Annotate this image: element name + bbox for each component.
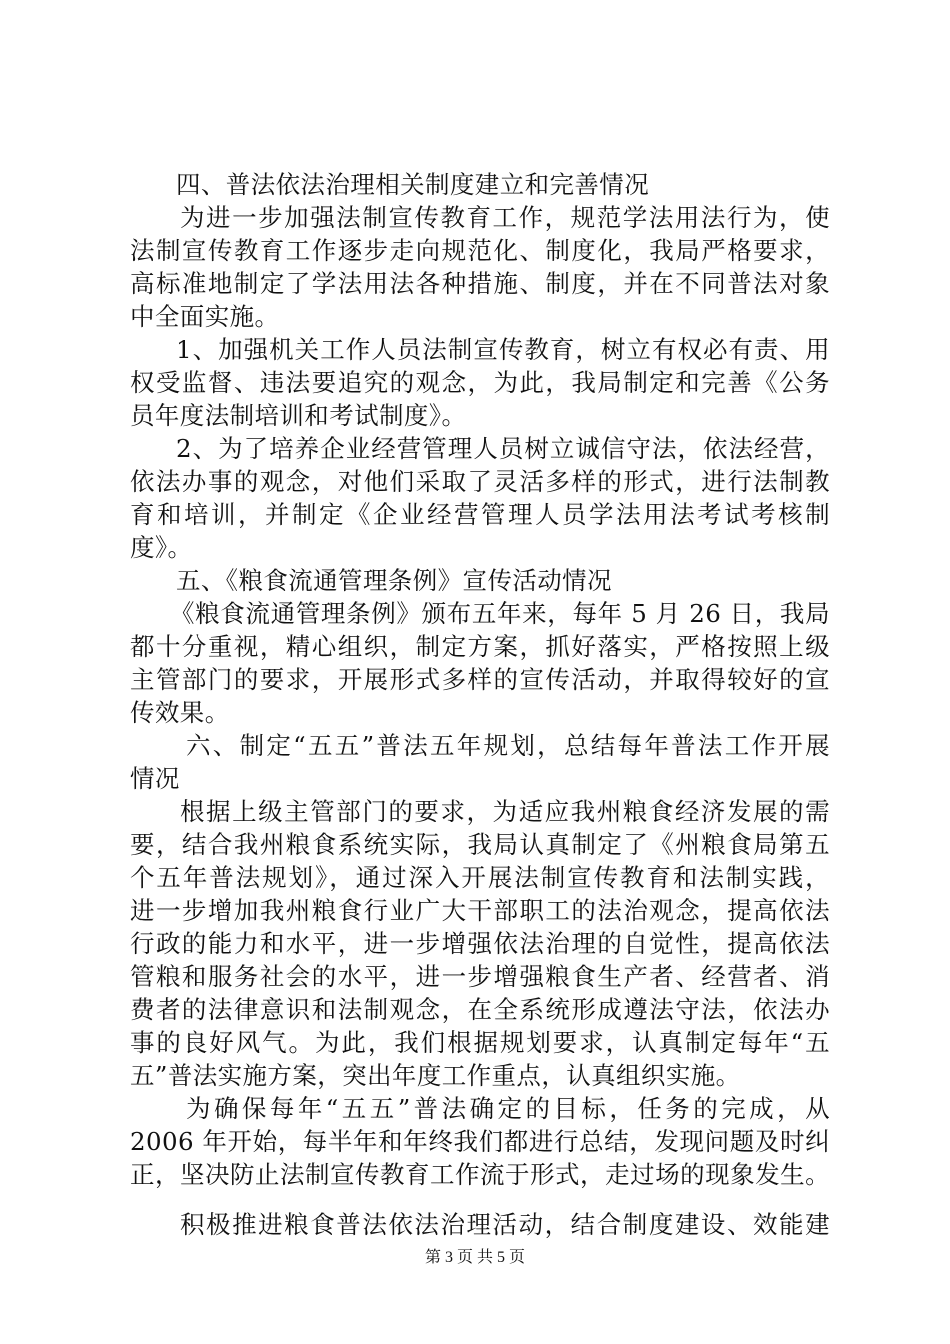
paragraph-line: 管粮和服务社会的水平，进一步增强粮食生产者、经营者、消 — [130, 962, 830, 991]
paragraph-line: 费者的法律意识和法制观念，在全系统形成遵法守法，依法办 — [130, 995, 830, 1024]
paragraph-line: 根据上级主管部门的要求，为适应我州粮食经济发展的需 — [180, 797, 830, 826]
paragraph-line: 依法办事的观念，对他们采取了灵活多样的形式，进行法制教 — [130, 467, 830, 496]
paragraph-line: 传效果。 — [130, 698, 230, 727]
paragraph-line: 1、加强机关工作人员法制宣传教育，树立有权必有责、用 — [176, 335, 830, 364]
paragraph-line: 度》。 — [130, 533, 193, 562]
paragraph-line: 法制宣传教育工作逐步走向规范化、制度化，我局严格要求， — [130, 236, 830, 265]
section-heading-6: 六、制定“五五”普法五年规划，总结每年普法工作开展 — [186, 731, 830, 760]
section-heading-4: 四、普法依法治理相关制度建立和完善情况 — [176, 170, 650, 199]
paragraph-line: 中全面实施。 — [130, 302, 280, 331]
paragraph-line: 积极推进粮食普法依法治理活动，结合制度建设、效能建 — [180, 1210, 830, 1239]
paragraph-line: 要，结合我州粮食系统实际，我局认真制定了《州粮食局第五 — [130, 830, 830, 859]
paragraph-line: 为确保每年“五五”普法确定的目标，任务的完成，从 — [186, 1094, 830, 1123]
paragraph-line: 事的良好风气。为此，我们根据规划要求，认真制定每年“五 — [130, 1028, 830, 1057]
paragraph-line: 《粮食流通管理条例》颁布五年来，每年 5 月 26 日，我局 — [170, 599, 830, 628]
paragraph-line: 为进一步加强法制宣传教育工作，规范学法用法行为，使 — [180, 203, 830, 232]
paragraph-line: 2、为了培养企业经营管理人员树立诚信守法，依法经营， — [176, 434, 830, 463]
paragraph-line: 权受监督、违法要追究的观念，为此，我局制定和完善《公务 — [130, 368, 830, 397]
paragraph-line: 高标准地制定了学法用法各种措施、制度，并在不同普法对象 — [130, 269, 830, 298]
section-heading-6-cont: 情况 — [130, 764, 180, 793]
paragraph-line: 正，坚决防止法制宣传教育工作流于形式，走过场的现象发生。 — [130, 1160, 830, 1189]
paragraph-line: 员年度法制培训和考试制度》。 — [130, 401, 467, 430]
paragraph-line: 都十分重视，精心组织，制定方案，抓好落实，严格按照上级 — [130, 632, 830, 661]
paragraph-line: 五”普法实施方案，突出年度工作重点，认真组织实施。 — [130, 1061, 741, 1090]
paragraph-line: 2006 年开始，每半年和年终我们都进行总结，发现问题及时纠 — [130, 1127, 830, 1156]
page-number-footer: 第 3 页 共 5 页 — [424, 1249, 525, 1266]
paragraph-line: 个五年普法规划》，通过深入开展法制宣传教育和法制实践， — [130, 863, 830, 892]
paragraph-line: 育和培训，并制定《企业经营管理人员学法用法考试考核制 — [130, 500, 830, 529]
section-heading-5: 五、《粮食流通管理条例》宣传活动情况 — [176, 566, 612, 595]
paragraph-line: 主管部门的要求，开展形式多样的宣传活动，并取得较好的宣 — [130, 665, 830, 694]
paragraph-line: 行政的能力和水平，进一步增强依法治理的自觉性，提高依法 — [130, 929, 830, 958]
paragraph-line: 进一步增加我州粮食行业广大干部职工的法治观念，提高依法 — [130, 896, 830, 925]
